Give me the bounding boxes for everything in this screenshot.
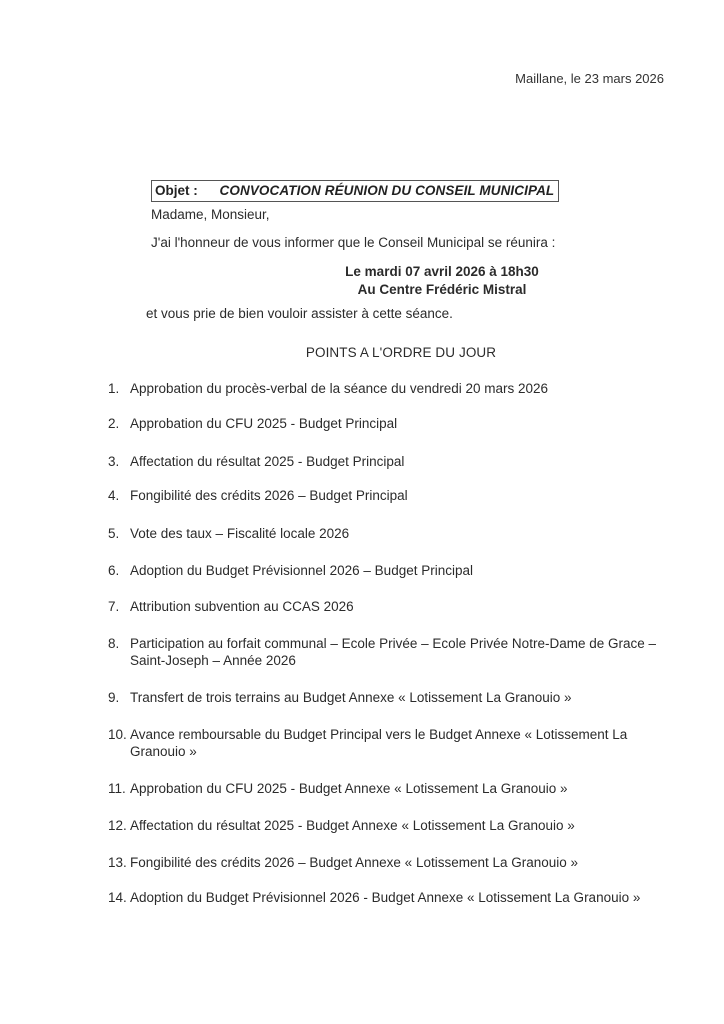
agenda-item-text: Affectation du résultat 2025 - Budget Annexe « Lotissement La Granouio » (130, 818, 575, 833)
agenda-item (108, 598, 668, 615)
agenda-item-text: Avance remboursable du Budget Principal vers le Budget Annexe « Lotissement La Granouio » (130, 727, 628, 759)
subject-label: Objet : (155, 183, 198, 198)
agenda-item-text: Adoption du Budget Prévisionnel 2026 - Budget Annexe « Lotissement La Granouio » (130, 890, 641, 905)
agenda-item-number: 5. (108, 526, 120, 541)
agenda-item-number: 4. (108, 488, 120, 503)
agenda-item-text: Adoption du Budget Prévisionnel 2026 – Budget Principal (130, 563, 473, 578)
agenda-item (108, 525, 668, 542)
agenda-item (108, 689, 668, 706)
agenda-title: POINTS A L'ORDRE DU JOUR (305, 345, 497, 360)
agenda-item (108, 780, 668, 797)
agenda-item-text: Approbation du CFU 2025 - Budget Principal (130, 416, 398, 431)
agenda-item (108, 453, 668, 470)
agenda-item (108, 889, 668, 906)
meeting-date: Le mardi 07 avril 2026 à 18h30 (345, 264, 539, 279)
agenda-item-text: Fongibilité des crédits 2026 – Budget Principal (130, 488, 408, 503)
agenda-item-text: Affectation du résultat 2025 - Budget Principal (130, 454, 405, 469)
agenda-item-text: Transfert de trois terrains au Budget Annexe « Lotissement La Granouio » (130, 690, 572, 705)
agenda-item-number: 11. (108, 781, 126, 796)
agenda-item (108, 380, 668, 397)
intro-paragraph: J'ai l'honneur de vous informer que le Conseil Municipal se réunira : (151, 235, 556, 250)
agenda-item-number: 13. (108, 855, 127, 870)
agenda-item-number: 7. (108, 599, 120, 614)
agenda-item-text: Vote des taux – Fiscalité locale 2026 (130, 526, 350, 541)
agenda-item (108, 562, 668, 579)
date-line: Maillane, le 23 mars 2026 (515, 71, 664, 86)
agenda-item-number: 14. (108, 890, 127, 905)
agenda-item-text: Approbation du procès-verbal de la séance du vendredi 20 mars 2026 (130, 381, 549, 396)
agenda-item (108, 726, 668, 760)
agenda-item-number: 1. (108, 381, 120, 396)
agenda-item-text: Participation au forfait communal – Ecole Privée – Ecole Privée Notre-Dame de Grace – Saint-Joseph – Année 2026 (130, 636, 656, 668)
meeting-details (0, 263, 724, 299)
agenda-item-number: 10. (108, 727, 127, 742)
agenda-item (108, 415, 668, 432)
agenda-item-text: Approbation du CFU 2025 - Budget Annexe « Lotissement La Granouio » (130, 781, 568, 796)
agenda-item (108, 487, 668, 504)
salutation: Madame, Monsieur, (151, 207, 270, 222)
agenda-item-number: 8. (108, 636, 120, 651)
agenda-item-text: Attribution subvention au CCAS 2026 (130, 599, 354, 614)
subject-text: CONVOCATION RÉUNION DU CONSEIL MUNICIPAL (219, 183, 555, 198)
agenda-item (108, 854, 668, 871)
agenda-item-number: 3. (108, 454, 120, 469)
agenda-item-number: 2. (108, 416, 120, 431)
agenda-item (108, 817, 668, 834)
meeting-place: Au Centre Frédéric Mistral (357, 282, 527, 297)
agenda-item-number: 6. (108, 563, 120, 578)
agenda-item-number: 12. (108, 818, 127, 833)
subject-box (151, 180, 559, 202)
agenda-item-number: 9. (108, 690, 120, 705)
closing-paragraph: et vous prie de bien vouloir assister à cette séance. (146, 306, 453, 321)
agenda-item (108, 635, 668, 669)
agenda-item-text: Fongibilité des crédits 2026 – Budget Annexe « Lotissement La Granouio » (130, 855, 579, 870)
